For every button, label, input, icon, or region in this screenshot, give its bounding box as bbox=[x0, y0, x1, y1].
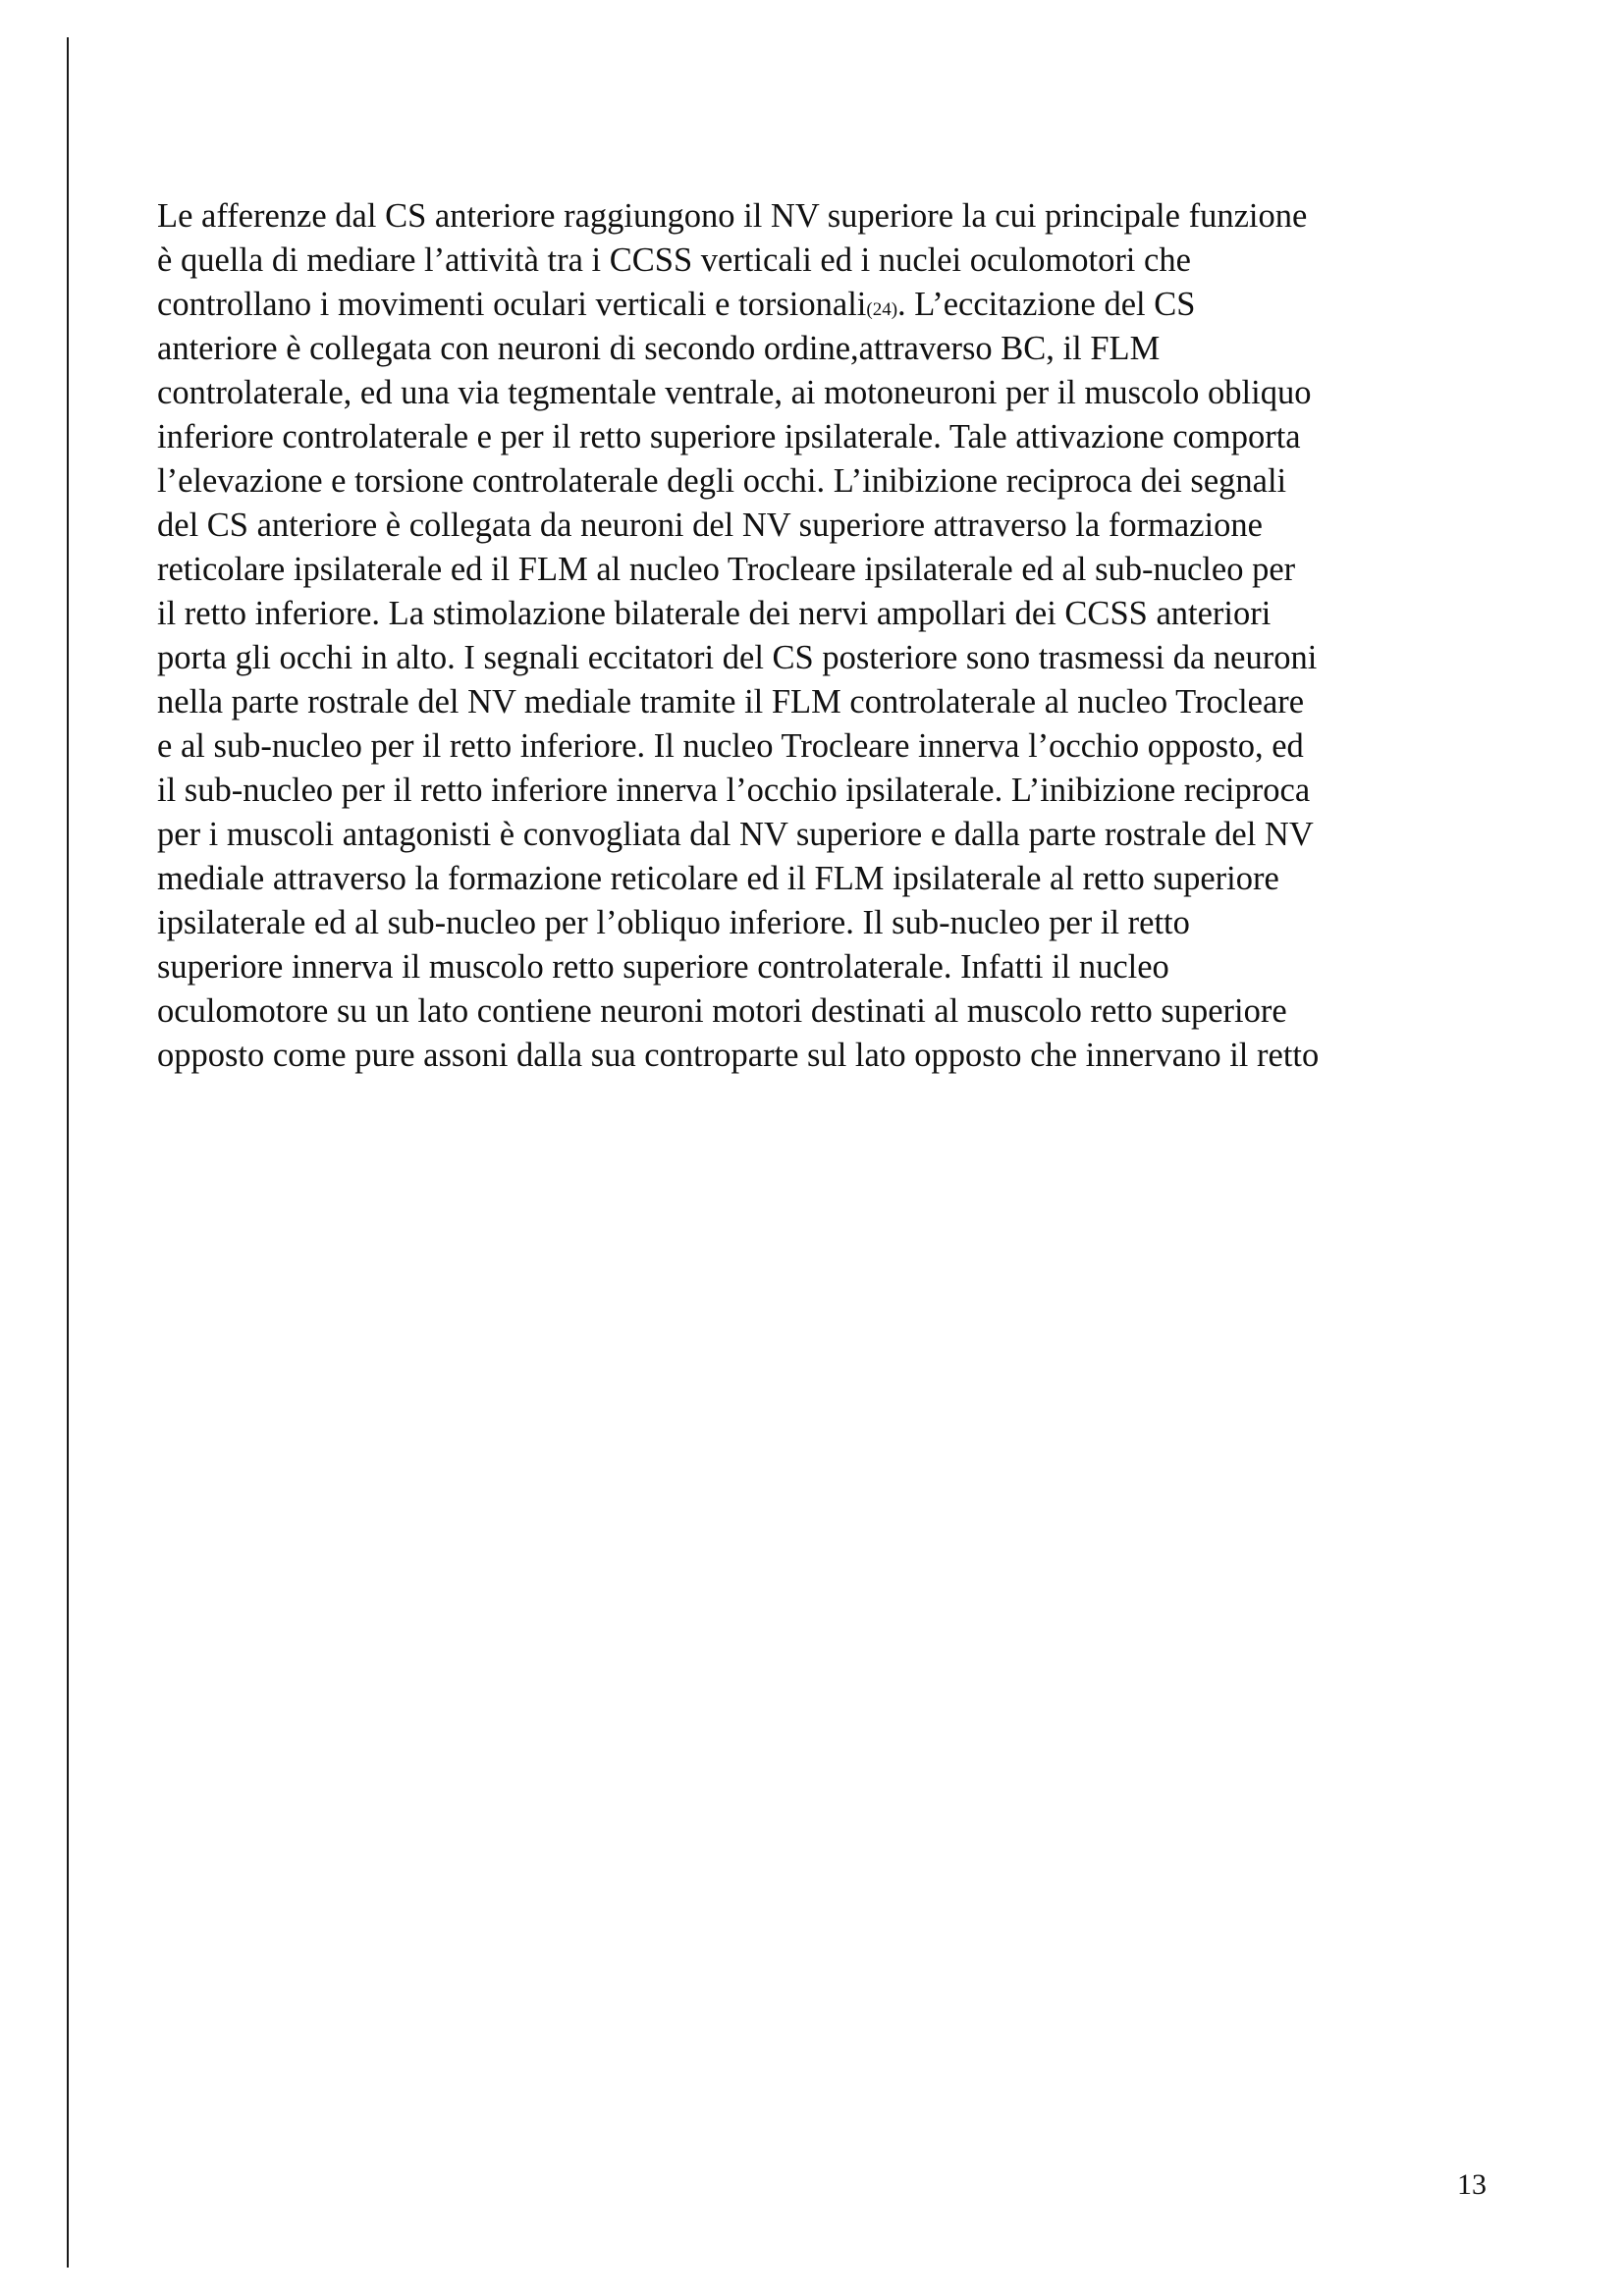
body-paragraph bbox=[157, 194, 1492, 1078]
text-line: ipsilaterale ed al sub-nucleo per l’obliquo inferiore. Il sub-nucleo per il retto bbox=[157, 904, 1190, 941]
text-line: controlaterale, ed una via tegmentale ventrale, ai motoneuroni per il muscolo obliquo bbox=[157, 374, 1312, 411]
text-line: nella parte rostrale del NV mediale tramite il FLM controlaterale al nucleo Trocleare bbox=[157, 683, 1305, 721]
text-line: del CS anteriore è collegata da neuroni del NV superiore attraverso la formazione bbox=[157, 507, 1263, 544]
text-line: per i muscoli antagonisti è convogliata dal NV superiore e dalla parte rostrale del NV bbox=[157, 816, 1314, 853]
text-line: Le afferenze dal CS anteriore raggiungono il NV superiore la cui principale funzione bbox=[157, 197, 1308, 235]
text-line: il retto inferiore. La stimolazione bilaterale dei nervi ampollari dei CCSS anteriori bbox=[157, 595, 1272, 632]
text-segment: controllano i movimenti oculari verticali e torsionali bbox=[157, 286, 867, 323]
citation-reference: (24) bbox=[866, 299, 898, 320]
text-line: oculomotore su un lato contiene neuroni motori destinati al muscolo retto superiore bbox=[157, 992, 1287, 1030]
text-line: superiore innerva il muscolo retto superiore controlaterale. Infatti il nucleo bbox=[157, 948, 1169, 986]
text-line bbox=[157, 283, 1492, 327]
text-line: inferiore controlaterale e per il retto superiore ipsilaterale. Tale attivazione comporta bbox=[157, 418, 1301, 455]
text-line: reticolare ipsilaterale ed il FLM al nucleo Trocleare ipsilaterale ed al sub-nucleo per bbox=[157, 551, 1296, 588]
text-line: è quella di mediare l’attività tra i CCSS verticali ed i nuclei oculomotori che bbox=[157, 241, 1191, 279]
text-line: l’elevazione e torsione controlaterale degli occhi. L’inibizione reciproca dei segnali bbox=[157, 462, 1287, 500]
text-segment: . L’eccitazione del CS bbox=[897, 286, 1196, 323]
text-line: opposto come pure assoni dalla sua controparte sul lato opposto che innervano il retto bbox=[157, 1037, 1320, 1074]
text-line: il sub-nucleo per il retto inferiore innerva l’occhio ipsilaterale. L’inibizione reciproca bbox=[157, 772, 1311, 809]
text-line: mediale attraverso la formazione reticolare ed il FLM ipsilaterale al retto superiore bbox=[157, 860, 1279, 897]
text-line: anteriore è collegata con neuroni di secondo ordine,attraverso BC, il FLM bbox=[157, 330, 1161, 367]
text-line: e al sub-nucleo per il retto inferiore. Il nucleo Trocleare innerva l’occhio opposto, ed bbox=[157, 727, 1304, 765]
page-number: 13 bbox=[1457, 2168, 1487, 2201]
margin-rule bbox=[67, 37, 69, 2268]
text-line: porta gli occhi in alto. I segnali eccitatori del CS posteriore sono trasmessi da neuroni bbox=[157, 639, 1318, 676]
